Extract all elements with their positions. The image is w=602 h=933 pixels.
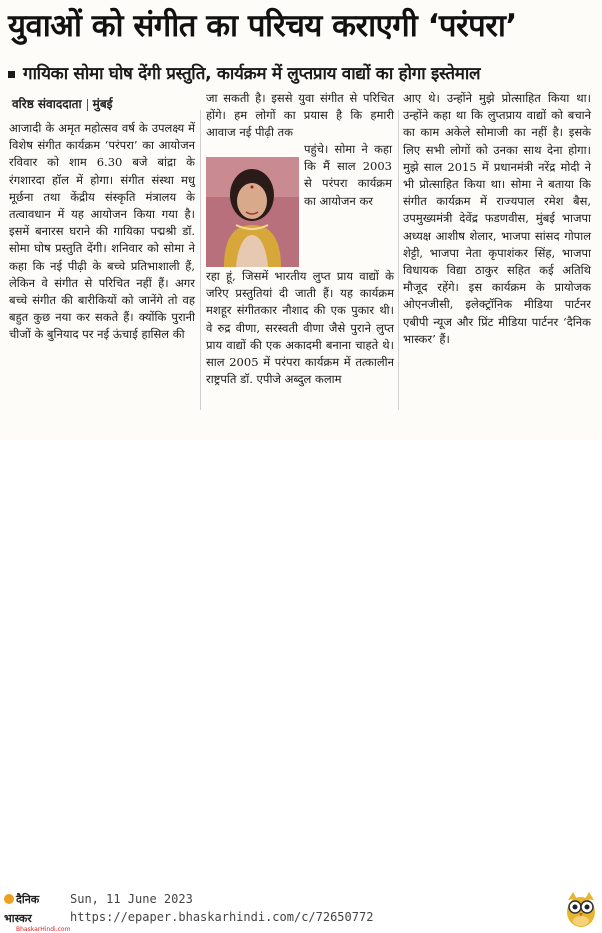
epaper-footer [0, 440, 602, 933]
article-column-2-top: जा सकती है। इससे युवा संगीत से परिचित होंगे। हम लोगों का प्रयास है कि हमारी आवाज नई पीढ़ी तक [206, 91, 394, 140]
owl-mascot-icon [564, 888, 598, 928]
byline-separator [87, 99, 88, 111]
owl-icon [564, 888, 598, 928]
column-divider [200, 110, 201, 410]
column-3-text: आए थे। उन्होंने मुझे प्रोत्साहित किया था। उन्होंने कहा था कि लुप्तप्राय वाद्यों को बचाने का काम अकेले सोमाजी का नहीं है। इसके लिए सभी लोगों को उनका साथ देना होगा। मुझे साल 2015 में प्रधानमंत्री नरेंद्र मोदी ने भी प्रोत्साहित किया था। सोमा ने बताया कि संगीत कार्यक्रम में राज्यपाल रमेश बैस, उपमुख्यमंत्री देवेंद्र फडणवीस, मुंबई भाजपा अध्यक्ष आशीष शेलार, भाजपा सांसद गोपाल शेट्टी, भाजपा नेता कृपाशंकर सिंह, भाजपा विधायक विद्या ठाकुर सहित कई अतिथि मौजूद रहेंगे। इस कार्यक्रम के प्रायोजक ओएनजीसी, इलेक्ट्रॉनिक मीडिया पार्टनर एबीपी न्यूज और प्रिंट मीडिया पार्टनर ‘दैनिक भास्कर’ हैं। [403, 91, 591, 346]
subheadline-text: गायिका सोमा घोष देंगी प्रस्तुति, कार्यक्रम में लुप्तप्राय वाद्यों का होगा इस्तेमाल [23, 64, 481, 84]
bullet-square-icon [8, 71, 15, 78]
headline: युवाओं को संगीत का परिचय कराएगी ‘परंपरा’ [8, 8, 517, 44]
article-column-2-bottom: रहा हूं, जिसमें भारतीय लुप्त प्राय वाद्यों के जरिए प्रस्तुतियां दी जाती हैं। यह कार्यक्रम मशहूर संगीतकार नौशाद की एक पुकार थी। वे रुद्र वीणा, सरस्वती वीणा जैसे पुराने लुप्त प्राय वाद्यों की एक अकादमी बनाना चाहते थे। साल 2005 में परंपरा कार्यक्रम में तत्कालीन राष्ट्रपति डॉ. एपीजे अब्दुल कलाम [206, 269, 394, 387]
article-column-2-side: पहुंचे। सोमा ने कहा कि मैं साल 2003 से परंपरा कार्यक्रम का आयोजन कर [304, 142, 392, 208]
byline [12, 95, 113, 112]
logo-text: दैनिक भास्कर [4, 893, 40, 925]
article-column-3 [403, 90, 591, 348]
portrait-photo-icon [206, 157, 299, 267]
article-column-1 [9, 120, 195, 344]
dainik-bhaskar-logo[interactable] [4, 888, 71, 933]
epaper-url[interactable]: https://epaper.bhaskarhindi.com/c/72650772 [70, 910, 374, 924]
column-divider [398, 110, 399, 410]
logo-site: BhaskarHindi.com [16, 926, 71, 933]
newspaper-clipping [0, 0, 602, 440]
publish-date: Sun, 11 June 2023 [70, 892, 193, 906]
column-1-text: आजादी के अमृत महोत्सव वर्ष के उपलक्ष्य में विशेष संगीत कार्यक्रम ‘परंपरा’ का आयोजन रविवार को शाम 6.30 बजे बांद्रा के रंगशारदा हॉल में होगा। संगीत संस्था मधु मूर्छना तथा केंद्रीय संस्कृति मंत्रालय के तत्वावधान में यह आयोजन किया गया है। इसमें बनारस घराने की गायिका पद्मश्री डॉ. सोमा घोष प्रस्तुति देंगी। शनिवार को सोमा ने कहा कि नई पीढ़ी के बच्चे प्रतिभाशाली हैं, लेकिन वे संगीत से परिचित नहीं हैं। अगर बच्चे संगीत की बारीकियों को जानेंगे तो वह बहुत कुछ नया कर सकते हैं। क्योंकि पुरानी चीजों के बुनियाद पर नई ऊंचाई हासिल की [9, 121, 195, 342]
byline-city: मुंबई [92, 97, 113, 111]
byline-author: वरिष्ठ संवाददाता [12, 97, 82, 111]
sun-icon [4, 894, 14, 904]
portrait-photo [206, 157, 299, 267]
subheadline [8, 60, 598, 88]
